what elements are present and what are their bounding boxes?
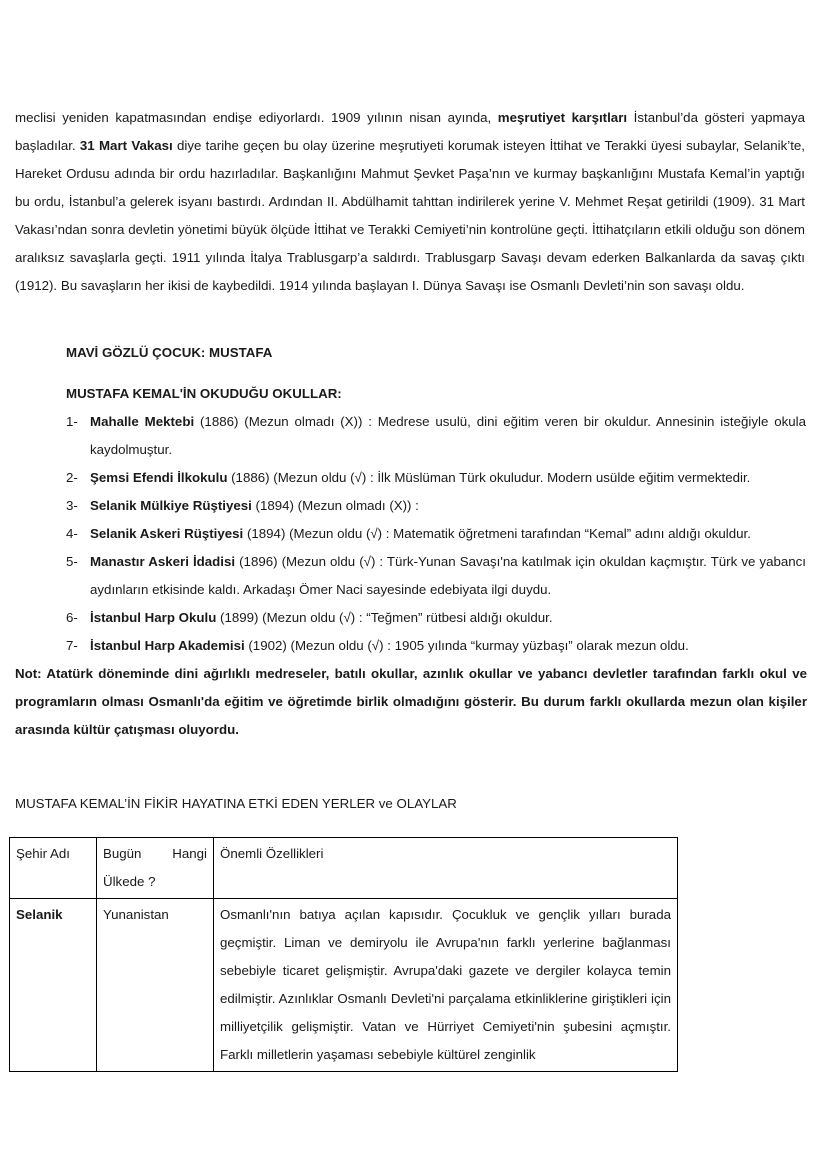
bold-text-run: 31 Mart Vakası: [79, 138, 173, 153]
header-country-top: [103, 840, 207, 868]
school-name: Selanik Askeri Rüştiyesi: [90, 526, 244, 541]
list-number: 6-: [66, 610, 78, 625]
school-detail: (1902) (Mezun oldu (√) : 1905 yılında “kurmay yüzbaşı” olarak mezun oldu.: [244, 638, 689, 653]
school-name: Selanik Mülkiye Rüştiyesi: [90, 498, 252, 513]
list-number: 2-: [66, 470, 78, 485]
list-item: [68, 408, 806, 464]
header-country-word: Ülkede ?: [103, 874, 156, 889]
list-item: [68, 492, 806, 520]
list-item: [68, 632, 806, 660]
text-run: İstanbul’da gösteri yapmaya başladılar.: [15, 110, 806, 153]
cell-features: Osmanlı'nın batıya açılan kapısıdır. Çocukluk ve gençlik yılları burada geçmiştir. Liman ve demiryolu ile Avrupa'nın farklı yerlerine bağlanması sebebiyle ticaret gelişmiştir. Avrupa'daki gazete ve dergiler kolayca temin edilmiştir. Azınlıklar Osmanlı Devleti'ni parçalama etkinliklerine giriştikleri için milliyetçilik gelişmiştir. Vatan ve Hürriyet Cemiyeti'nin şubesini açmıştır. Farklı milletlerin yaşaması sebebiyle kültürel zenginlik: [214, 899, 678, 1072]
school-detail: (1886) (Mezun olmadı (X)) : Medrese usulü, dini eğitim veren bir okuldur. Annesinin isteğiyle okula kaydolmuştur.: [90, 414, 806, 457]
school-name: Mahalle Mektebi: [90, 414, 195, 429]
school-name: İstanbul Harp Okulu: [90, 610, 217, 625]
school-detail: (1894) (Mezun olmadı (X)) :: [251, 498, 419, 513]
intro-paragraph: [15, 104, 805, 300]
heading-schools: MUSTAFA KEMAL'İN OKUDUĞU OKULLAR:: [66, 386, 342, 401]
note-paragraph: Not: Atatürk döneminde dini ağırlıklı medreseler, batılı okullar, azınlık okullar ve yabancı devletler tarafından farklı okul ve programların olması Osmanlı'da eğitim ve öğretimde birlik olmadığını gösterir. Bu durum farklı okullarda mezun olan kişiler arasında kültür çatışması oluyordu.: [15, 666, 807, 737]
table-header-row: [10, 838, 678, 899]
text-run: diye tarihe geçen bu olay üzerine meşrutiyeti korumak isteyen İttihat ve Terakki üyesi subaylar, Selanik’te, Hareket Ordusu adında bir ordu hazırladılar. Başkanlığını Mahmut Şevket Paşa’nın ve kurmay başkanlığını Mustafa Kemal’in yaptığı bu ordu, İstanbul’a gelerek isyanı bastırdı. Ardından II. Abdülhamit tahttan indirilerek yerine V. Mehmet Reşat getirildi (1909). 31 Mart Vakası’ndan sonra devletin yönetimi büyük ölçüde İttihat ve Terakki Cemiyeti’nin kontrolüne geçti. İttihatçıların etkili olduğu son dönem aralıksız savaşlarla geçti. 1911 yılında İtalya Trablusgarp’a saldırdı. Trablusgarp Savaşı devam ederken Balkanlarda da savaş çıktı (1912). Bu savaşların her ikisi de kaybedildi. 1914 yılında başlayan I. Dünya Savaşı ise Osmanlı Devleti’nin son savaşı oldu.: [15, 138, 806, 293]
school-name: İstanbul Harp Akademisi: [90, 638, 245, 653]
cell-city: Selanik: [10, 899, 97, 1072]
header-features: Önemli Özellikleri: [214, 838, 678, 899]
table-row: [10, 899, 678, 1072]
school-detail: (1894) (Mezun oldu (√) : Matematik öğretmeni tarafından “Kemal” adını aldığı okuldur.: [243, 526, 751, 541]
bold-text-run: meşrutiyet karşıtları: [497, 110, 628, 125]
heading-blue-eyed: MAVİ GÖZLÜ ÇOCUK: MUSTAFA: [66, 345, 273, 360]
school-detail: (1896) (Mezun oldu (√) : Türk-Yunan Savaşı'na katılmak için okuldan kaçmıştır. Türk ve yabancı aydınların etkisinde kaldı. Arkadaşı Ömer Naci sayesinde edebiyata ilgi duydu.: [90, 554, 806, 597]
list-item: [68, 604, 806, 632]
schools-list: [68, 408, 806, 660]
list-number: 4-: [66, 526, 78, 541]
list-number: 7-: [66, 638, 78, 653]
header-country-word: Hangi: [172, 846, 207, 861]
school-detail: (1886) (Mezun oldu (√) : İlk Müslüman Türk okuludur. Modern usülde eğitim vermektedir.: [227, 470, 751, 485]
list-number: 3-: [66, 498, 78, 513]
list-item: [68, 548, 806, 604]
section-title: MUSTAFA KEMAL’İN FİKİR HAYATINA ETKİ EDEN YERLER ve OLAYLAR: [15, 796, 457, 811]
school-detail: (1899) (Mezun oldu (√) : “Teğmen” rütbesi aldığı okuldur.: [216, 610, 553, 625]
list-number: 5-: [66, 554, 78, 569]
cell-country: Yunanistan: [97, 899, 214, 1072]
school-name: Manastır Askeri İdadisi: [90, 554, 236, 569]
list-item: [68, 520, 806, 548]
text-run: meclisi yeniden kapatmasından endişe ediyorlardı. 1909 yılının nisan ayında,: [15, 110, 498, 125]
list-item: [68, 464, 806, 492]
header-country: [97, 838, 214, 899]
school-name: Şemsi Efendi İlkokulu: [90, 470, 228, 485]
header-country-word: Bugün: [103, 846, 142, 861]
header-city: Şehir Adı: [10, 838, 97, 899]
places-table: [9, 837, 678, 1072]
list-number: 1-: [66, 414, 78, 429]
